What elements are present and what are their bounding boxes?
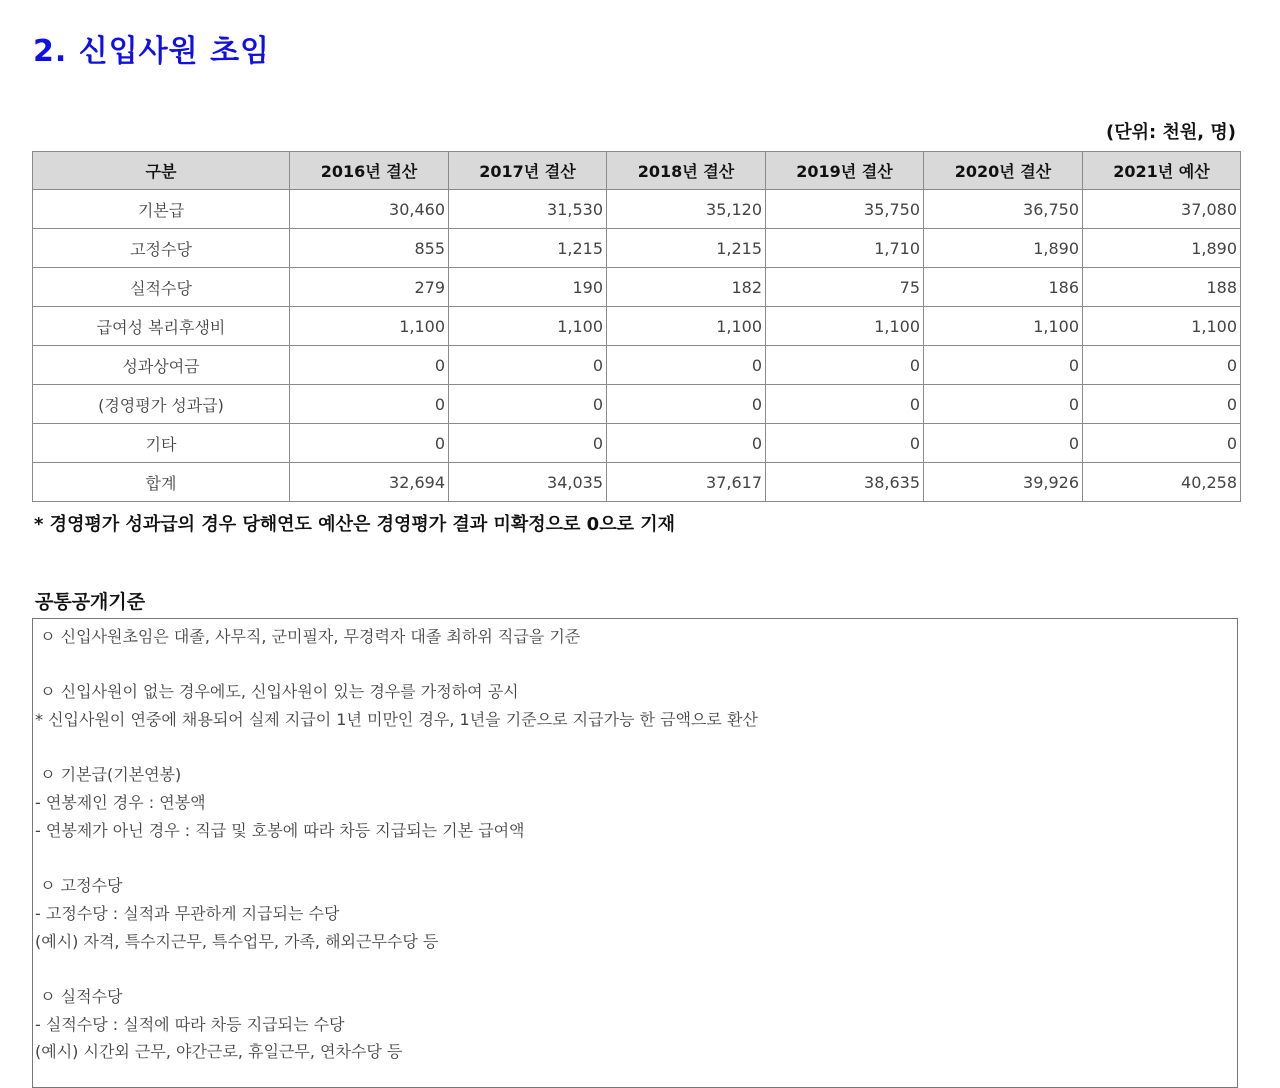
table-cell: 1,215 [449,229,607,268]
table-cell: 1,215 [607,229,766,268]
table-cell: 0 [290,385,449,424]
table-header-row [33,152,1241,190]
criteria-line: * 신입사원이 연중에 채용되어 실제 지급이 1년 미만인 경우, 1년을 기준으로 지급가능 한 금액으로 환산 [35,710,758,730]
criteria-line: ㅇ 고정수당 [35,876,123,896]
criteria-line: - 연봉제인 경우 : 연봉액 [35,793,206,813]
row-label: 고정수당 [33,229,290,268]
table-row [33,229,1241,268]
table-cell: 75 [766,268,924,307]
table-cell: 186 [924,268,1083,307]
table-cell: 35,120 [607,190,766,229]
table-cell: 279 [290,268,449,307]
criteria-line: - 고정수당 : 실적과 무관하게 지급되는 수당 [35,903,340,923]
salary-table [32,151,1241,502]
table-cell: 35,750 [766,190,924,229]
table-row [33,385,1241,424]
table-cell: 1,100 [607,307,766,346]
unit-label: (단위: 천원, 명) [1106,122,1236,143]
table-row [33,190,1241,229]
criteria-line: ㅇ 신입사원초임은 대졸, 사무직, 군미필자, 무경력자 대졸 최하위 직급을 기준 [35,627,581,646]
table-cell: 188 [1083,268,1241,307]
criteria-line: ㅇ 실적수당 [35,986,123,1006]
table-cell: 37,617 [607,463,766,502]
row-label: 급여성 복리후생비 [33,307,290,346]
table-cell: 0 [449,424,607,463]
criteria-line: (예시) 시간외 근무, 야간근로, 휴일근무, 연차수당 등 [35,1042,403,1062]
footnote: * 경영평가 성과급의 경우 당해연도 예산은 경영평가 결과 미확정으로 0으로 기재 [34,514,676,535]
table-cell: 1,890 [924,229,1083,268]
row-label: 기타 [33,424,290,463]
table-cell: 0 [449,385,607,424]
table-cell: 0 [766,346,924,385]
table-cell: 0 [766,385,924,424]
table-row [33,307,1241,346]
criteria-line [33,955,1237,983]
table-cell: 1,100 [924,307,1083,346]
criteria-line: (예시) 자격, 특수지근무, 특수업무, 가족, 해외근무수당 등 [35,931,439,951]
table-cell: 1,710 [766,229,924,268]
criteria-line: ㅇ 기본급(기본연봉) [35,765,182,785]
criteria-line: ㅇ 신입사원이 없는 경우에도, 신입사원이 있는 경우를 가정하여 공시 [35,682,519,702]
column-header: 구분 [33,152,290,190]
row-label: (경영평가 성과급) [33,385,290,424]
row-label: 성과상여금 [33,346,290,385]
criteria-line [33,845,1237,873]
table-cell: 40,258 [1083,463,1241,502]
table-cell: 1,100 [766,307,924,346]
table-cell: 1,100 [449,307,607,346]
row-label: 실적수당 [33,268,290,307]
table-row [33,268,1241,307]
table-cell: 1,890 [1083,229,1241,268]
table-cell: 0 [607,385,766,424]
column-header: 2016년 결산 [290,152,449,190]
column-header: 2021년 예산 [1083,152,1241,190]
column-header: 2018년 결산 [607,152,766,190]
table-cell: 0 [607,346,766,385]
section-title: 공통공개기준 [35,591,146,613]
table-cell: 31,530 [449,190,607,229]
table-cell: 36,750 [924,190,1083,229]
criteria-line: - 연봉제가 아닌 경우 : 직급 및 호봉에 따라 차등 지급되는 기본 급여액 [35,820,525,840]
table-cell: 0 [607,424,766,463]
table-row [33,424,1241,463]
table-cell: 182 [607,268,766,307]
criteria-box [32,618,1238,1088]
table-cell: 0 [1083,385,1241,424]
table-body [33,190,1241,502]
criteria-line [33,651,1237,679]
table-cell: 1,100 [290,307,449,346]
table-cell: 0 [290,346,449,385]
table-cell: 0 [766,424,924,463]
criteria-line: - 실적수당 : 실적에 따라 차등 지급되는 수당 [35,1014,345,1034]
column-header: 2020년 결산 [924,152,1083,190]
table-cell: 1,100 [1083,307,1241,346]
table-row [33,463,1241,502]
table-cell: 855 [290,229,449,268]
table-cell: 30,460 [290,190,449,229]
row-label: 합계 [33,463,290,502]
column-header: 2019년 결산 [766,152,924,190]
table-cell: 190 [449,268,607,307]
table-cell: 0 [290,424,449,463]
table-row [33,346,1241,385]
criteria-line [33,734,1237,762]
table-cell: 0 [924,424,1083,463]
table-cell: 34,035 [449,463,607,502]
table-cell: 0 [449,346,607,385]
page-title: 2. 신입사원 초임 [33,34,271,69]
table-cell: 38,635 [766,463,924,502]
table-cell: 0 [1083,346,1241,385]
table-cell: 39,926 [924,463,1083,502]
table-cell: 0 [1083,424,1241,463]
table-cell: 32,694 [290,463,449,502]
row-label: 기본급 [33,190,290,229]
table-cell: 0 [924,346,1083,385]
table-cell: 0 [924,385,1083,424]
table-cell: 37,080 [1083,190,1241,229]
column-header: 2017년 결산 [449,152,607,190]
